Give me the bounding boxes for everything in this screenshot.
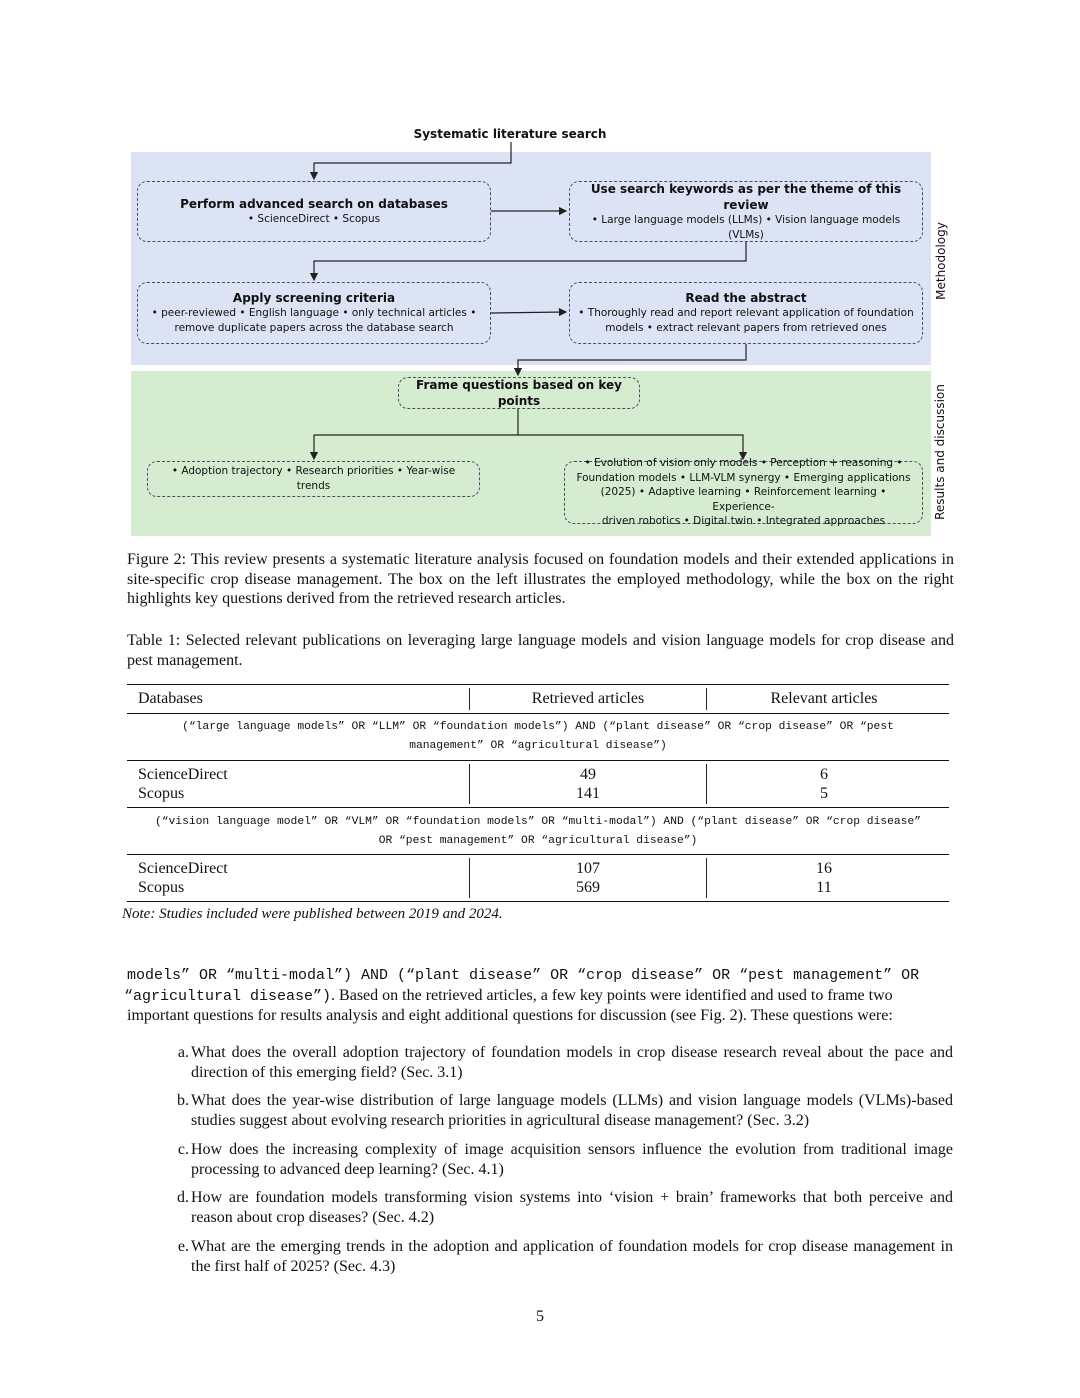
box-screening-criteria-line1: • peer-reviewed • English language • only technical articles •: [151, 307, 477, 319]
arrow-screening-to-abstract: [491, 312, 566, 313]
g2-row1-retrieved: 107: [576, 860, 600, 877]
g1-row1-relevant: 6: [820, 766, 828, 783]
page-number: 5: [536, 1308, 544, 1325]
question-e-label: e.: [177, 1238, 189, 1255]
box-discussion-topics-line1: • Evolution of vision only models • Perception + reasoning •: [584, 457, 903, 470]
g2-row1-relevant: 16: [816, 860, 832, 877]
g1-row2-db: Scopus: [138, 785, 185, 802]
question-d-label: d.: [177, 1189, 189, 1206]
box-read-abstract: [569, 282, 923, 344]
box-results-topics: [147, 461, 480, 497]
g1-divider-2: [706, 764, 707, 804]
arrow-abstract-to-questions: [518, 344, 746, 375]
box-frame-questions-title: Frame questions based on key points: [416, 378, 622, 408]
question-b-text: What does the year-wise distribution of large language models (LLMs) and vision language models (VLMs)-based studies suggest about evolving research priorities in agricultural disease management? (Sec. 3.2): [191, 1092, 953, 1129]
box-read-abstract-line1: • Thoroughly read and report relevant application of foundation: [578, 307, 914, 319]
box-read-abstract-line2: models • extract relevant papers from retrieved ones: [605, 322, 887, 334]
g2-row2-db: Scopus: [138, 879, 185, 896]
box-screening-criteria-title: Apply screening criteria: [232, 291, 396, 305]
g2-row2-retrieved: 569: [576, 879, 600, 896]
table-bottom-rule: [127, 901, 949, 902]
body-text-line3: important questions for results analysis and eight additional questions for discussion (see Fig. 2). These questions were:: [127, 1007, 893, 1024]
question-c-text: How does the increasing complexity of image acquisition sensors influence the evolution from traditional image processing to advanced deep learning? (Sec. 4.1): [191, 1141, 953, 1178]
g2-row1-db: ScienceDirect: [138, 860, 228, 877]
methodology-label: Methodology: [934, 222, 948, 300]
query-2-line-2: OR “pest management” OR “agricultural disease”): [378, 835, 698, 847]
query-2-line-1: (“vision language model” OR “VLM” OR “foundation models” OR “multi-modal”) AND (“plant disease” OR “crop disease”: [154, 816, 922, 828]
header-databases: Databases: [138, 690, 203, 707]
box-discussion-topics-line4: driven robotics • Digital twin • Integrated approaches: [601, 515, 886, 528]
box-screening-criteria: [137, 282, 491, 344]
box-results-topics-line: • Adoption trajectory • Research priorities • Year-wise trends: [171, 465, 456, 492]
body-text-line2: . Based on the retrieved articles, a few key points were identified and used to frame two: [331, 986, 893, 1004]
question-d-text: How are foundation models transforming vision systems into ‘vision + brain’ frameworks that both perceive and reason about crop diseases? (Sec. 4.2): [191, 1189, 953, 1226]
box-screening-criteria-line2: remove duplicate papers across the database search: [174, 322, 454, 334]
g2-row2-relevant: 11: [816, 879, 832, 896]
g1-row1-db: ScienceDirect: [138, 766, 228, 783]
box-advanced-search-title: Perform advanced search on databases: [180, 197, 448, 211]
query-1-line-2: management” OR “agricultural disease”): [409, 740, 667, 752]
g1-row2-relevant: 5: [820, 785, 828, 802]
g1-row1-retrieved: 49: [580, 766, 596, 783]
question-c-label: c.: [177, 1141, 189, 1158]
header-rule: [127, 713, 949, 714]
question-b-label: b.: [177, 1092, 189, 1109]
query-2-rule: [127, 807, 949, 808]
box-discussion-topics: [564, 457, 923, 528]
body-paragraph: [124, 965, 954, 1026]
arrow-title-to-search: [314, 142, 511, 179]
figure-caption: Figure 2: This review presents a systematic literature analysis focused on foundation models and their extended applications in site-specific crop disease management. The box on the left illustrates the employed methodology, while the box on the right highlights key questions derived from the retrieved research articles.: [127, 551, 954, 607]
question-a-text: What does the overall adoption trajectory of foundation models in crop disease research reveal about the pace and direction of this emerging field? (Sec. 3.1): [191, 1044, 953, 1081]
header-divider-1: [469, 688, 470, 710]
header-retrieved: Retrieved articles: [531, 690, 645, 707]
g2-divider-2: [706, 858, 707, 898]
box-search-keywords: [569, 181, 923, 242]
arrow-questions-split: [314, 409, 518, 459]
group-2-rule: [127, 854, 949, 855]
box-search-keywords-title: Use search keywords as per the theme of this review: [590, 181, 902, 212]
arrow-keywords-to-screening: [314, 242, 746, 280]
box-discussion-topics-line3: (2025) • Adaptive learning • Reinforcement learning • Experience-: [600, 486, 887, 513]
methodology-figure: [0, 0, 1080, 545]
header-relevant: Relevant articles: [770, 690, 878, 707]
query-1-line-1: (“large language models” OR “LLM” OR “foundation models”) AND (“plant disease” OR “crop disease” OR “pest: [182, 721, 894, 733]
results-discussion-label: Results and discussion: [933, 384, 947, 520]
question-e-text: What are the emerging trends in the adoption and application of foundation models for crop disease management in the first half of 2025? (Sec. 4.3): [191, 1238, 953, 1275]
body-query-line1: models” OR “multi-modal”) AND (“plant disease” OR “crop disease” OR “pest management” OR: [127, 967, 920, 984]
box-discussion-topics-line2: Foundation models • LLM-VLM synergy • Emerging applications: [576, 471, 911, 484]
box-advanced-search: [137, 181, 491, 242]
g2-divider-1: [469, 858, 470, 898]
g1-divider-1: [469, 764, 470, 804]
question-a-label: a.: [177, 1044, 189, 1061]
table-top-rule: [127, 684, 949, 685]
group-1-rule: [127, 760, 949, 761]
body-query-line2: “agricultural disease”): [124, 987, 332, 1005]
table-caption: Table 1: Selected relevant publications on leveraging large language models and vision language models for crop disease and pest management.: [127, 632, 954, 669]
box-advanced-search-line: • ScienceDirect • Scopus: [247, 213, 381, 225]
box-frame-questions: [398, 377, 640, 409]
header-divider-2: [706, 688, 707, 710]
g1-row2-retrieved: 141: [576, 785, 600, 802]
box-read-abstract-title: Read the abstract: [685, 291, 807, 305]
table-note: Note: Studies included were published between 2019 and 2024.: [122, 906, 503, 922]
box-search-keywords-line: • Large language models (LLMs) • Vision language models (VLMs): [591, 213, 901, 241]
figure-title: Systematic literature search: [413, 127, 607, 141]
